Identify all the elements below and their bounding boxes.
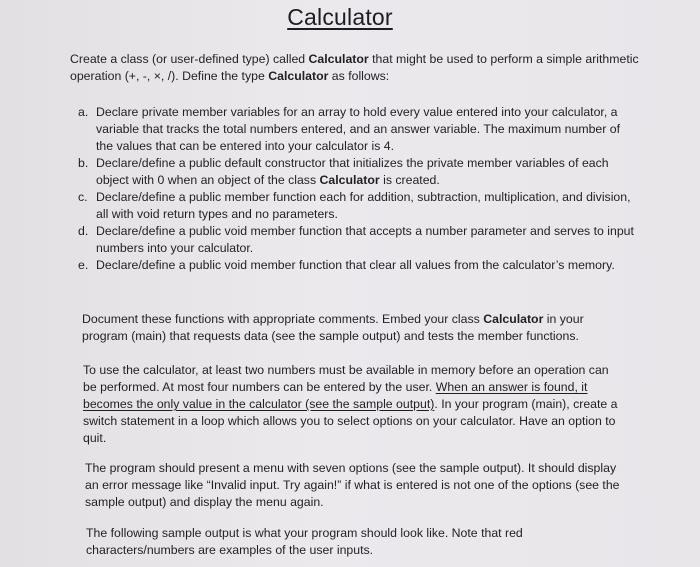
- list-item-text: Declare/define a public void member function that accepts a number parameter and serves to input numbers into your calculator.: [96, 224, 634, 255]
- list-item: [78, 257, 638, 274]
- list-item-text: Declare private member variables for an array to hold every value entered into your calculator, a variable that tracks the total numbers entered, and an answer variable. The maximum number of the values that can be entered into your calculator is 4.: [96, 105, 621, 153]
- menu-paragraph: The program should present a menu with seven options (see the sample output). It should display an error message like “Invalid input. Try again!” if what is entered is not one of the options (see the sample output) and display the menu again.: [85, 461, 620, 509]
- list-item: [78, 189, 638, 223]
- usage-paragraph: To use the calculator, at least two numbers must be available in memory before an operation can be performed. At most four numbers can be entered by the user. When an answer is found, it becomes the only value in the calculator (see the sample output). In your program (main), create a switch statement in a loop which allows you to select options on your calculator. Have an option to quit.: [83, 363, 618, 445]
- documentation-paragraph: Document these functions with appropriate comments. Embed your class Calculator in your program (main) that requests data (see the sample output) and tests the member functions.: [82, 312, 584, 343]
- list-item: [78, 104, 638, 155]
- list-item-letter: d.: [78, 224, 89, 238]
- list-item-letter: e.: [78, 258, 89, 272]
- list-item-letter: a.: [78, 105, 89, 119]
- list-item: [78, 223, 638, 257]
- list-item-text: Declare/define a public default constructor that initializes the private member variables of each object with 0 when an object of the class Calculator is created.: [96, 156, 609, 187]
- list-item-letter: b.: [78, 156, 89, 170]
- list-item: [78, 155, 638, 189]
- list-item-text: Declare/define a public void member function that clear all values from the calculator’s memory.: [96, 258, 615, 272]
- intro-paragraph: Create a class (or user-defined type) called Calculator that might be used to perform a simple arithmetic operation (+, -, ×, /). Define the type Calculator as follows:: [70, 52, 639, 83]
- list-item-letter: c.: [78, 190, 88, 204]
- list-item-text: Declare/define a public member function each for addition, subtraction, multiplication, and division, all with void return types and no parameters.: [96, 190, 631, 221]
- underlined-note: When an answer is found, it becomes the only value in the calculator (see the sample output): [83, 380, 588, 411]
- sample-output-paragraph: The following sample output is what your program should look like. Note that red characters/numbers are examples of the user inputs.: [86, 526, 523, 557]
- page-title: Calculator: [287, 4, 393, 30]
- requirements-list: [78, 104, 638, 274]
